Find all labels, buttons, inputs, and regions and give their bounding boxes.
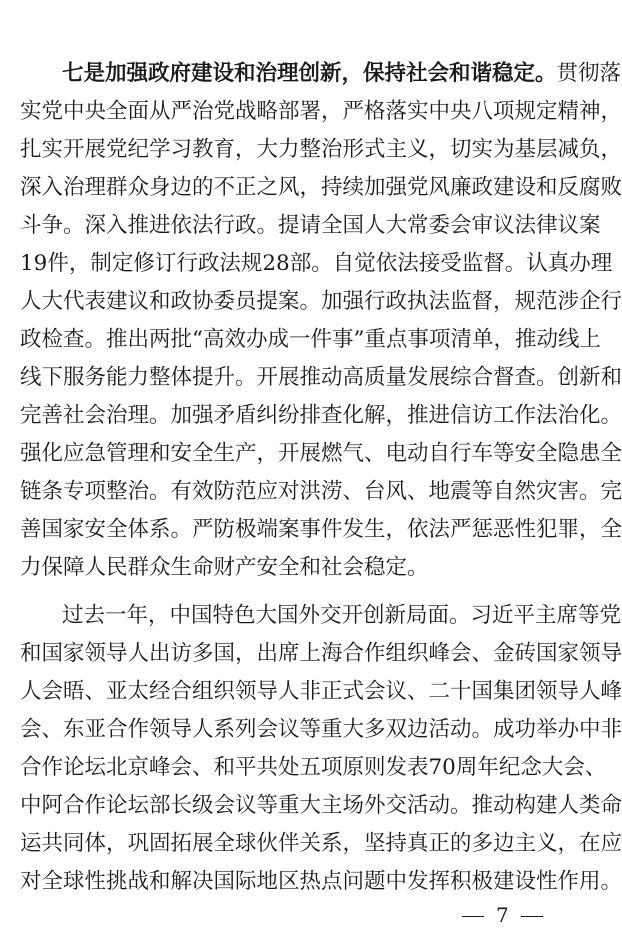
page-number: 7 [496, 903, 509, 927]
paragraph-1-line: 善国家安全体系。严防极端案事件发生，依法严惩恶性犯罪，全 [20, 517, 622, 542]
paragraph-2-line: 会、东亚合作领导人系列会议等重大多双边活动。成功举办中非 [20, 717, 622, 742]
paragraph-2-line: 对全球性挑战和解决国际地区热点问题中发挥积极建设性作用。 [20, 869, 622, 894]
paragraph-2-line: 中阿合作论坛部长级会议等重大主场外交活动。推动构建人类命 [20, 793, 622, 818]
paragraph-1-line: 强化应急管理和安全生产，开展燃气、电动自行车等安全隐患全 [20, 441, 622, 466]
paragraph-1-bold-lead: 七是加强政府建设和治理创新，保持社会和谐稳定。 [62, 61, 557, 86]
paragraph-2-line: 人会晤、亚太经合组织领导人非正式会议、二十国集团领导人峰 [20, 679, 622, 704]
paragraph-1-line: 链条专项整治。有效防范应对洪涝、台风、地震等自然灾害。完 [20, 479, 622, 504]
paragraph-1-line: 扎实开展党纪学习教育，大力整治形式主义，切实为基层减负， [20, 137, 622, 162]
paragraph-1-line: 斗争。深入推进依法行政。提请全国人大常委会审议法律议案 [20, 213, 601, 238]
footer-dash-left [462, 916, 484, 917]
paragraph-1-line: 完善社会治理。加强矛盾纠纷排查化解，推进信访工作法治化。 [20, 403, 622, 428]
paragraph-2-line: 运共同体，巩固拓展全球伙伴关系，坚持真正的多边主义，在应 [20, 831, 622, 856]
paragraph-1-line: 线下服务能力整体提升。开展推动高质量发展综合督查。创新和 [20, 365, 622, 390]
paragraph-1-line-1 [62, 55, 622, 93]
page-footer [462, 900, 582, 930]
paragraph-2-line: 合作论坛北京峰会、和平共处五项原则发表70周年纪念大会、 [20, 755, 607, 780]
paragraph-1-line: 人大代表建议和政协委员提案。加强行政执法监督，规范涉企行 [20, 289, 622, 314]
paragraph-2-line-1: 过去一年，中国特色大国外交开创新局面。习近平主席等党 [62, 603, 622, 628]
paragraph-1-line: 实党中央全面从严治党战略部署，严格落实中央八项规定精神， [20, 99, 622, 124]
paragraph-2-line: 和国家领导人出访多国，出席上海合作组织峰会、金砖国家领导 [20, 641, 622, 666]
footer-dash-right [521, 916, 543, 917]
paragraph-1-last-line: 力保障人民群众生命财产安全和社会稳定。 [20, 555, 429, 580]
paragraph-1-line: 19件，制定修订行政法规28部。自觉依法接受监督。认真办理 [20, 251, 613, 276]
paragraph-1-line-1-rest: 贯彻落 [556, 61, 622, 86]
paragraph-1-line: 政检查。推出两批“高效办成一件事”重点事项清单，推动线上 [20, 327, 601, 352]
paragraph-1-line: 深入治理群众身边的不正之风，持续加强党风廉政建设和反腐败 [20, 175, 622, 200]
